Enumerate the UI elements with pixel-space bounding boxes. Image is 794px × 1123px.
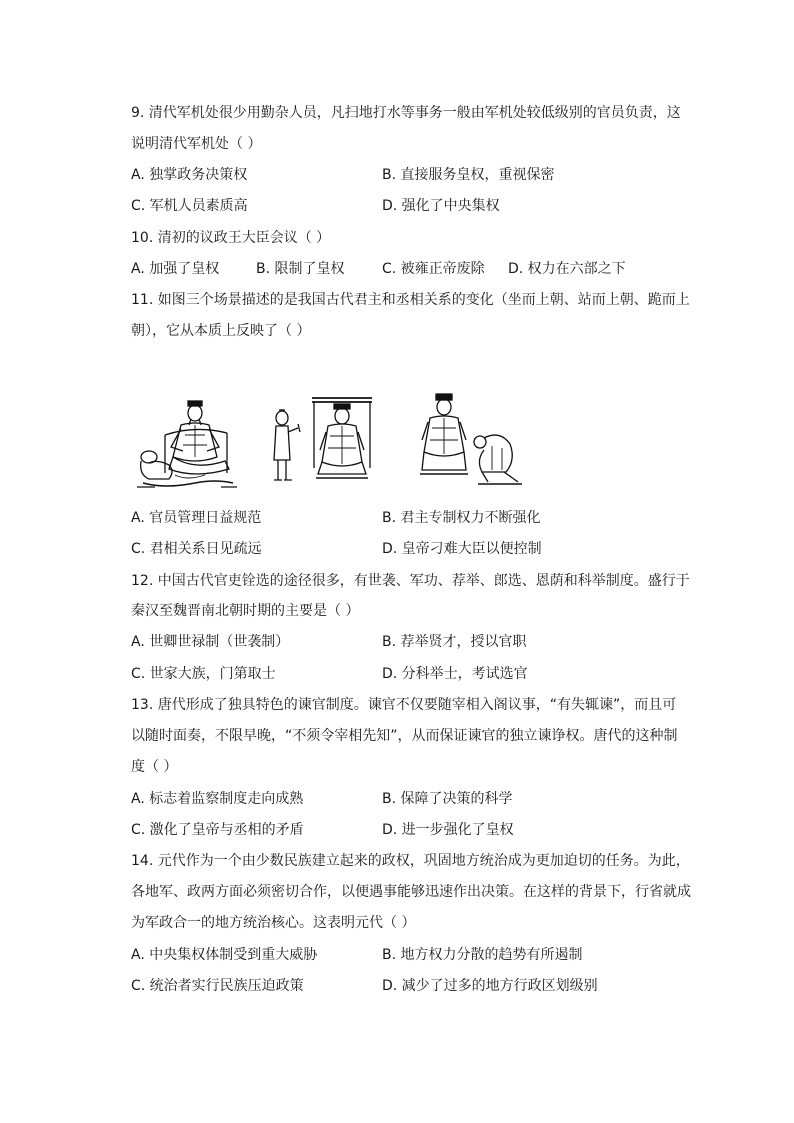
q11-line-2: 朝），它从本质上反映了（ ）: [131, 323, 311, 339]
q10-option-c: C. 被雍正帝废除: [382, 261, 485, 277]
q13-option-a: A. 标志着监察制度走向成熟: [131, 791, 304, 807]
q11-option-a: A. 官员管理日益规范: [131, 510, 262, 526]
q12-line-2: 秦汉至魏晋南北朝时期的主要是（ ）: [131, 603, 360, 619]
q9-option-a: A. 独掌政务决策权: [131, 167, 248, 183]
q12-option-b: B. 荐举贤才，授以官职: [382, 634, 527, 650]
q11-option-d: D. 皇帝刁难大臣以便控制: [382, 541, 542, 557]
q14-line-3: 为军政合一的地方统治核心。这表明元代（ ）: [131, 915, 416, 931]
q9-option-d: D. 强化了中央集权: [382, 198, 500, 214]
q14-option-a: A. 中央集权体制受到重大威胁: [131, 947, 318, 963]
q11-line-1: 11. 如图三个场景描述的是我国古代君主和丞相关系的变化（坐而上朝、站而上朝、跪而上: [131, 292, 690, 308]
q13-option-b: B. 保障了决策的科学: [382, 791, 513, 807]
q12-option-d: D. 分科举士，考试选官: [382, 666, 528, 682]
q13-line-2: 以随时面奏，不限早晚，“不须令宰相先知”，从而保证谏官的独立谏诤权。唐代的这种制: [131, 728, 678, 744]
kneeling-court-illustration: [418, 390, 523, 490]
q14-line-1: 14. 元代作为一个由少数民族建立起来的政权，巩固地方统治成为更加迫切的任务。为此，: [131, 853, 690, 869]
q13-option-c: C. 激化了皇帝与丞相的矛盾: [131, 822, 304, 838]
q12-option-a: A. 世卿世禄制（世袭制）: [131, 634, 290, 650]
q14-option-d: D. 减少了过多的地方行政区划级别: [382, 978, 598, 994]
q10-option-d: D. 权力在六部之下: [508, 261, 626, 277]
q9-option-b: B. 直接服务皇权，重视保密: [382, 167, 555, 183]
q11-option-b: B. 君主专制权力不断强化: [382, 510, 541, 526]
q10-option-a: A. 加强了皇权: [131, 261, 220, 277]
q11-option-c: C. 君相关系日见疏远: [131, 541, 262, 557]
q14-line-2: 各地军、政两方面必须密切合作，以便遇事能够迅速作出决策。在这样的背景下，行省就成: [131, 884, 691, 900]
q13-line-3: 度（ ）: [131, 759, 178, 775]
q10-line-1: 10. 清初的议政王大臣会议（ ）: [131, 230, 331, 246]
q9-option-c: C. 军机人员素质高: [131, 198, 248, 214]
sitting-court-illustration: [135, 395, 240, 493]
q9-line-1: 9. 清代军机处很少用勤杂人员，凡扫地打水等事务一般由军机处较低级别的官员负责，这: [131, 105, 681, 121]
q12-option-c: C. 世家大族，门第取士: [131, 666, 276, 682]
standing-court-illustration: [268, 388, 378, 488]
q9-line-2: 说明清代军机处（ ）: [131, 136, 262, 152]
q14-option-c: C. 统治者实行民族压迫政策: [131, 978, 304, 994]
q10-option-b: B. 限制了皇权: [256, 261, 345, 277]
q14-option-b: B. 地方权力分散的趋势有所遏制: [382, 947, 583, 963]
q13-line-1: 13. 唐代形成了独具特色的谏官制度。谏官不仅要随宰相入阁议事，“有失辄谏”，而且可: [131, 697, 677, 713]
q13-option-d: D. 进一步强化了皇权: [382, 822, 514, 838]
q12-line-1: 12. 中国古代官吏铨选的途径很多，有世袭、军功、荐举、郎选、恩荫和科举制度。盛行于: [131, 573, 690, 589]
